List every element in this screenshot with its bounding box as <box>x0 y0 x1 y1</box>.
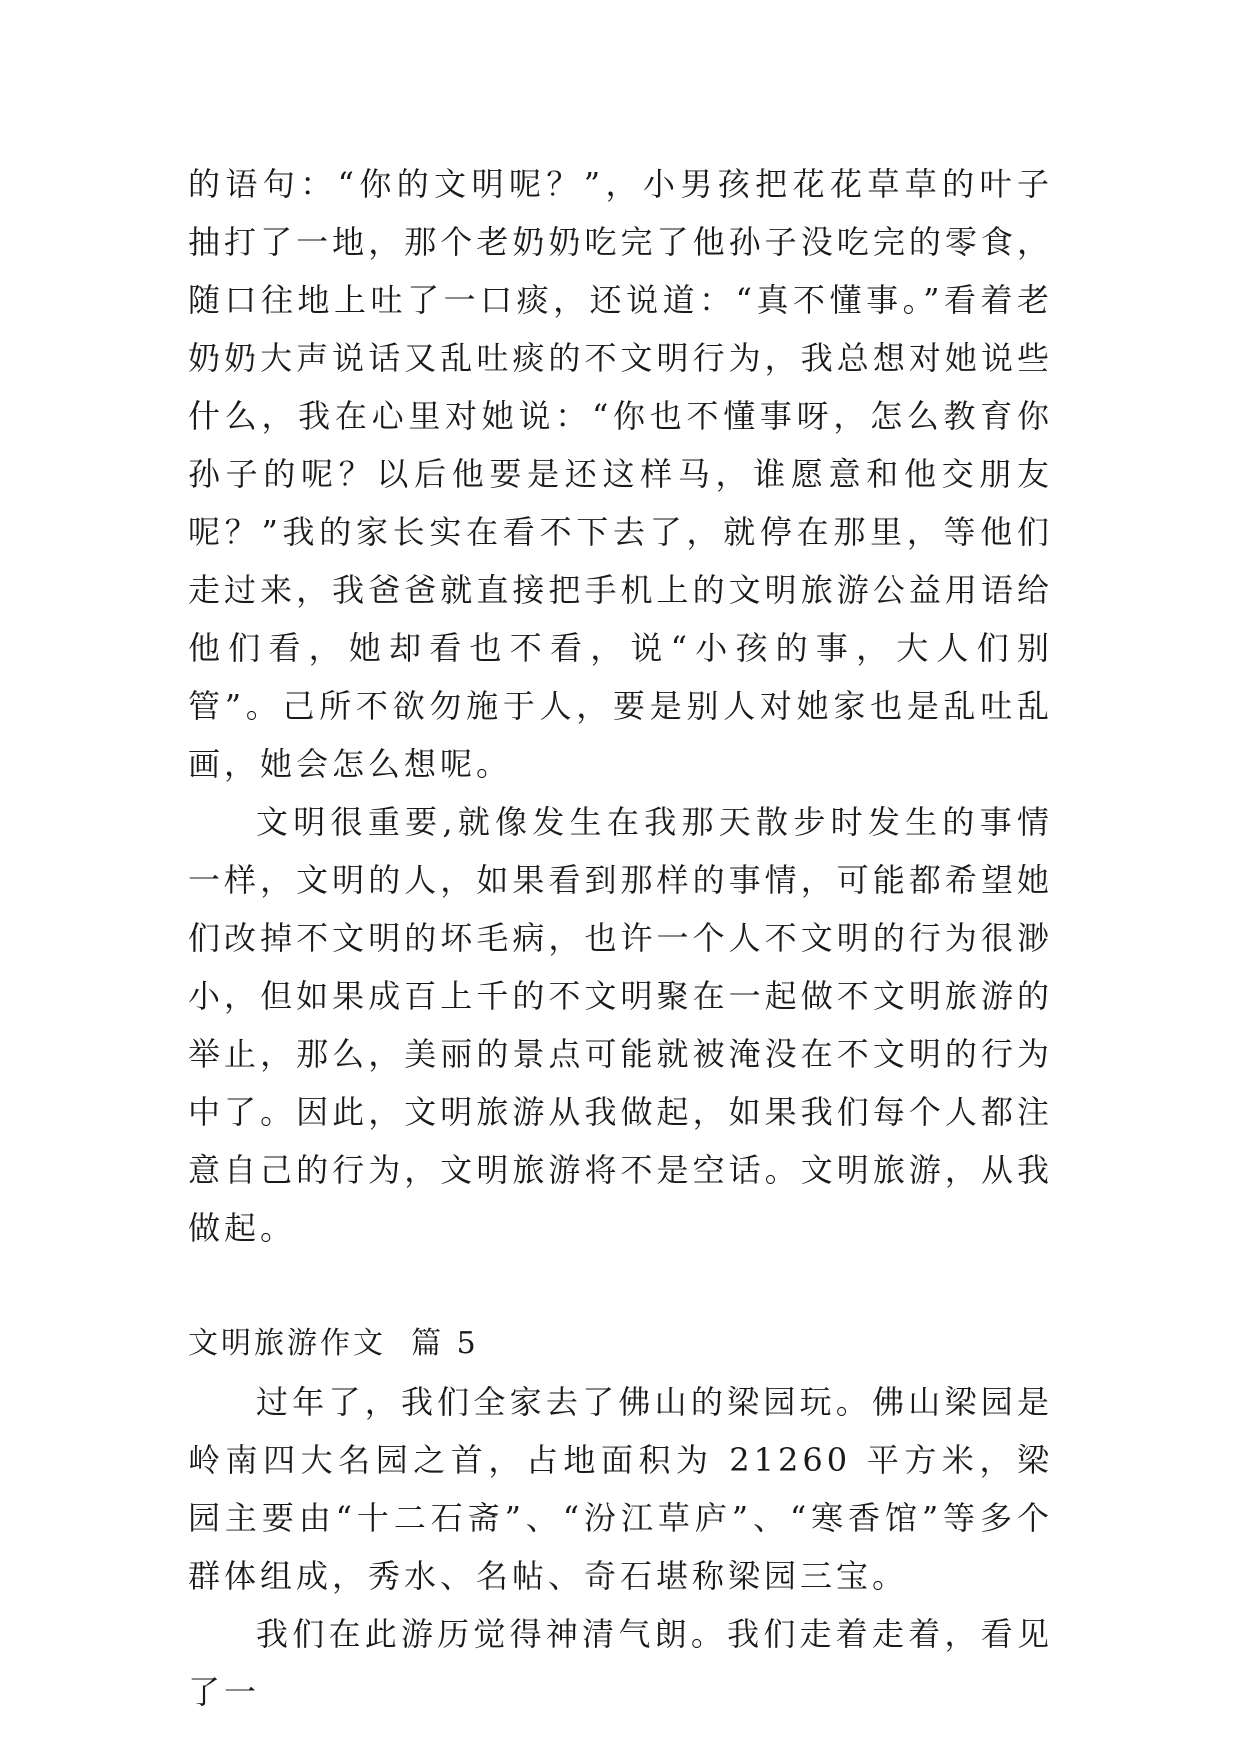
paragraph-continued: 的语句：“你的文明呢？”，小男孩把花花草草的叶子抽打了一地，那个老奶奶吃完了他孙子没吃完的零食，随口往地上吐了一口痰，还说道：“真不懂事。”看着老奶奶大声说话又乱吐痰的不文明行为，我总想对她说些什么，我在心里对她说：“你也不懂事呀，怎么教育你孙子的呢？以后他要是还这样马，谁愿意和他交朋友呢？”我的家长实在看不下去了，就停在那里，等他们走过来，我爸爸就直接把手机上的文明旅游公益用语给他们看，她却看也不看，说“小孩的事，大人们别管”。己所不欲勿施于人，要是别人对她家也是乱吐乱画，她会怎么想呢。 <box>188 165 1053 783</box>
section-title: 文明旅游作文 篇 5 <box>188 1326 479 1361</box>
document-body <box>188 155 1053 1721</box>
paragraph-liangyuan-intro: 过年了，我们全家去了佛山的梁园玩。佛山梁园是岭南四大名园之首，占地面积为 21260 平方米，梁园主要由“十二石斋”、“汾江草庐”、“寒香馆”等多个群体组成，秀水、名帖、奇石堪称梁园三宝。 <box>188 1383 1053 1595</box>
paragraph-civilization-importance: 文明很重要,就像发生在我那天散步时发生的事情一样，文明的人，如果看到那样的事情，可能都希望她们改掉不文明的坏毛病，也许一个人不文明的行为很渺小，但如果成百上千的不文明聚在一起做不文明旅游的举止，那么，美丽的景点可能就被淹没在不文明的行为中了。因此，文明旅游从我做起，如果我们每个人都注意自己的行为，文明旅游将不是空话。文明旅游，从我做起。 <box>188 803 1053 1247</box>
paragraph-liangyuan-visit: 我们在此游历觉得神清气朗。我们走着走着，看见了一 <box>188 1615 1053 1711</box>
section-spacer <box>188 1257 1053 1315</box>
